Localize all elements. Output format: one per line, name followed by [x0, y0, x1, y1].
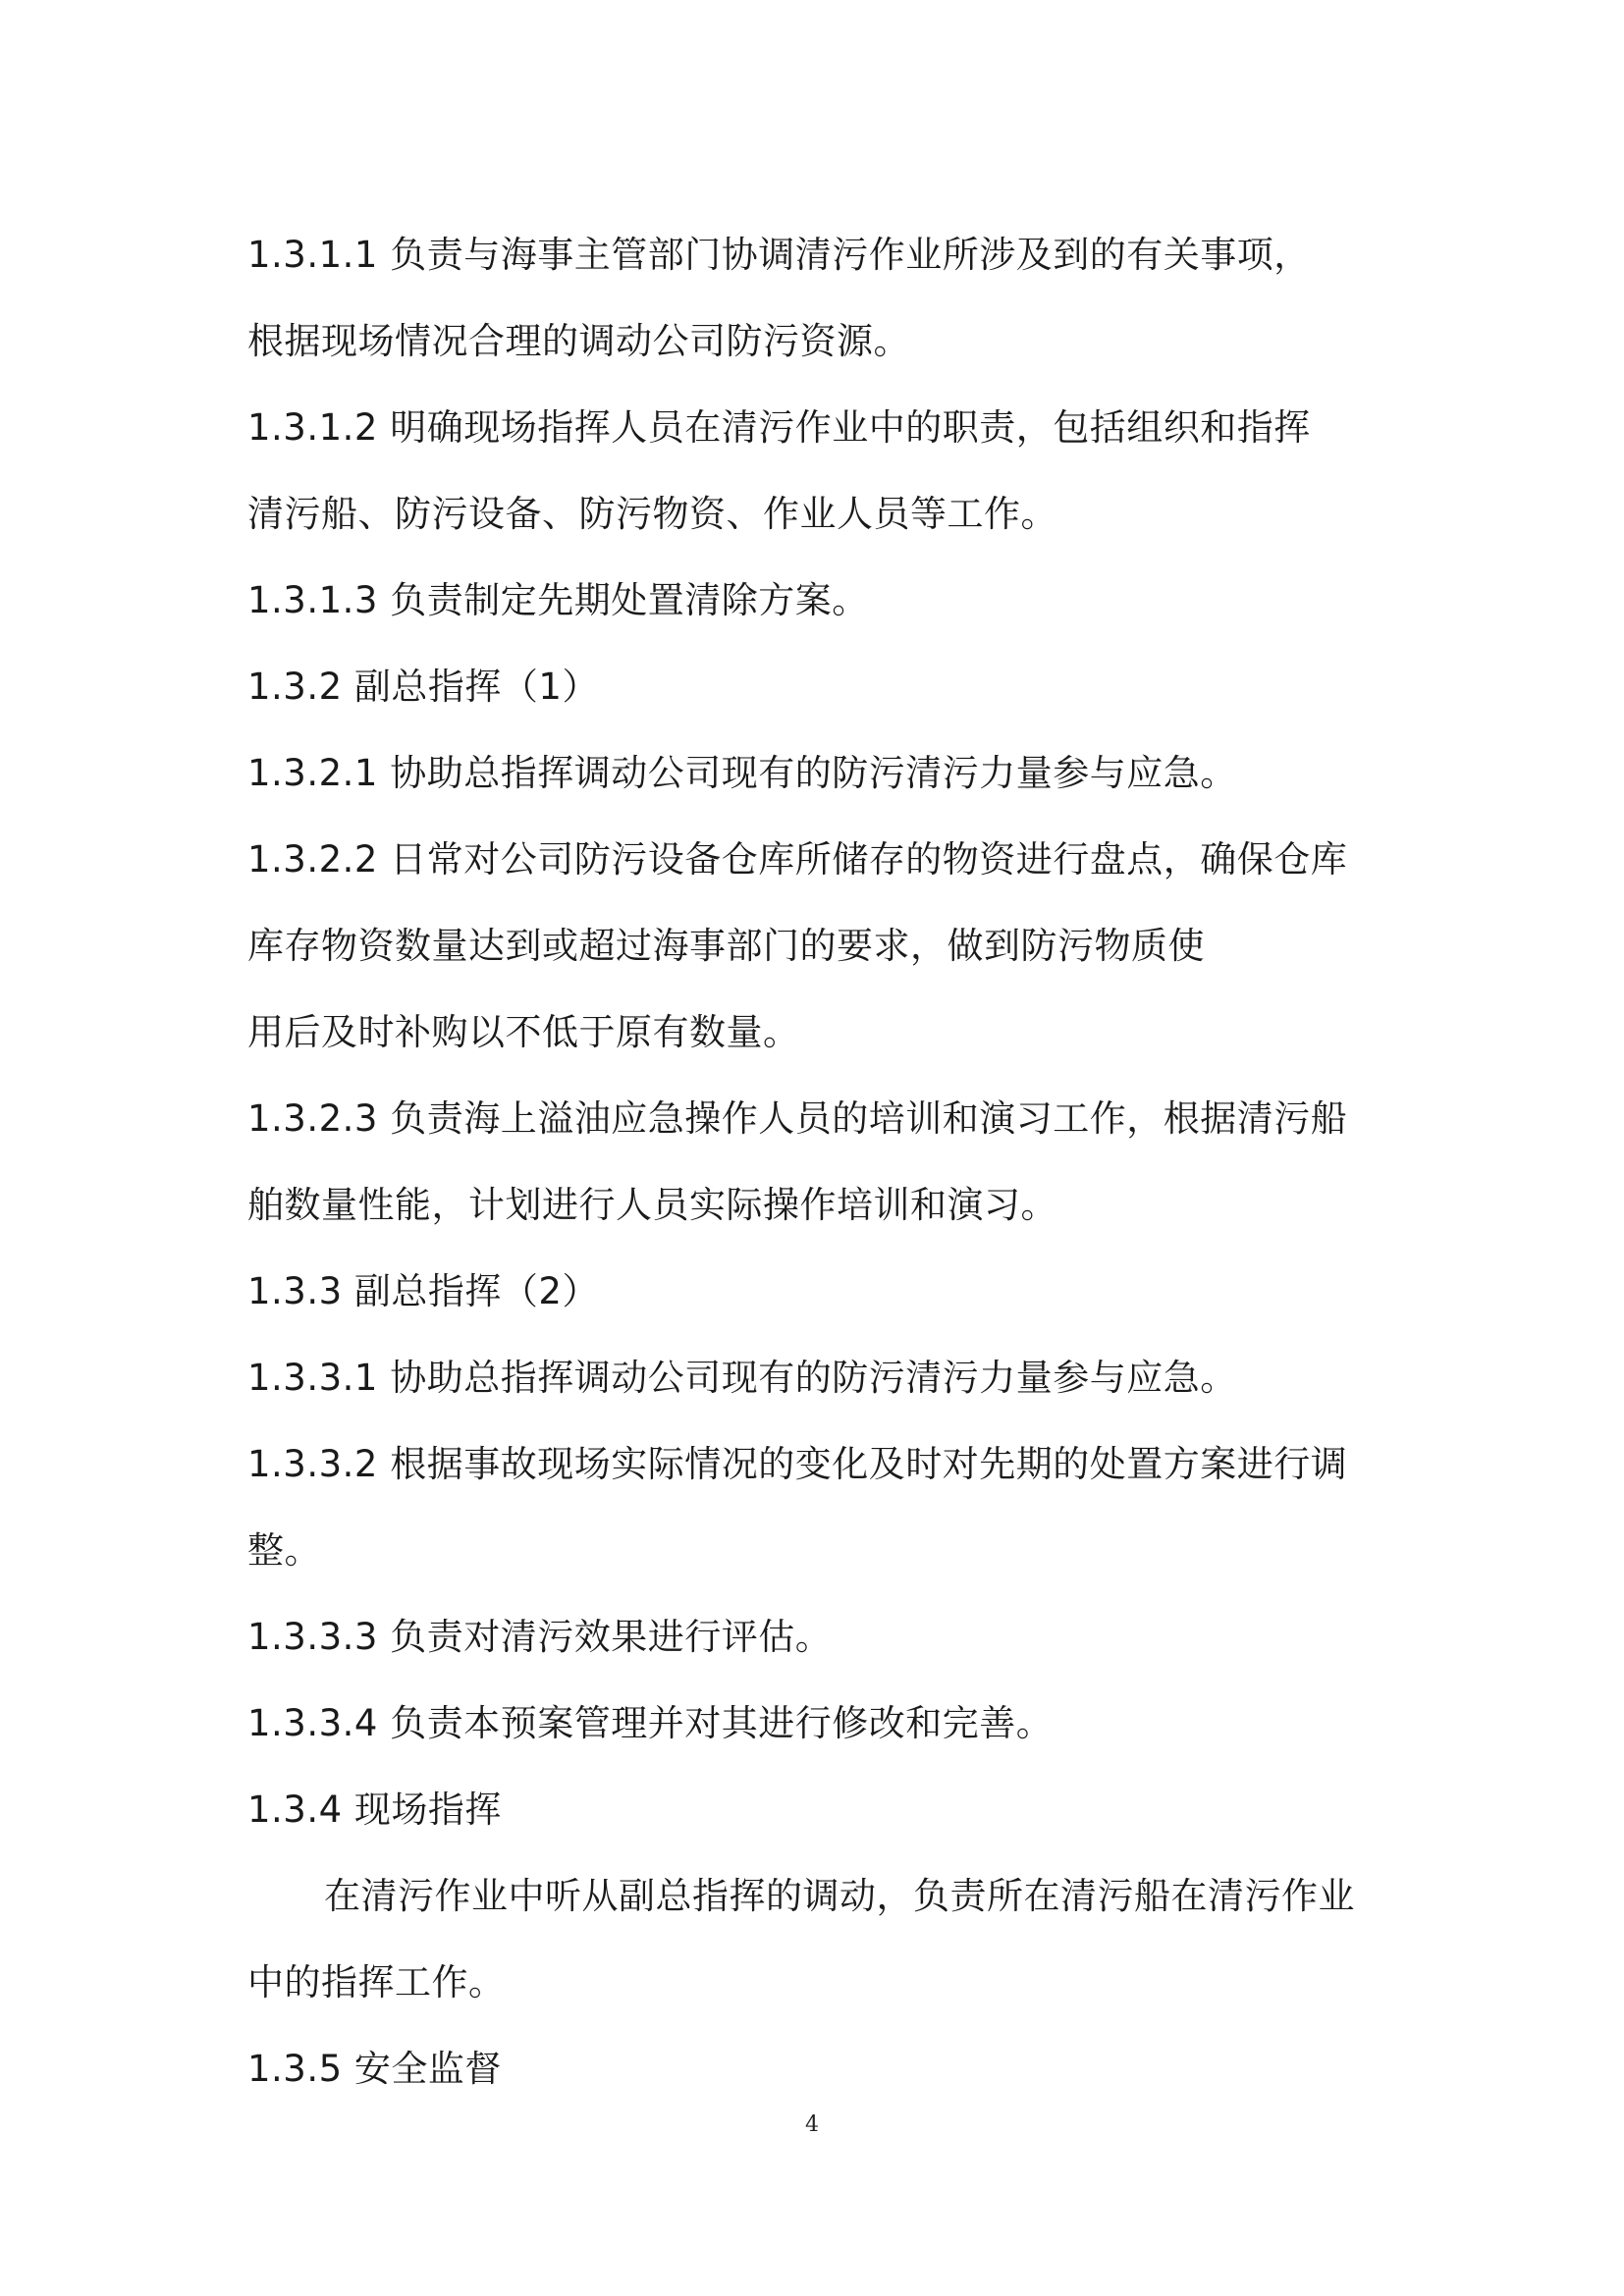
text-line-21: 中的指挥工作。 — [247, 1961, 506, 2003]
text-line-14: 1.3.3.1 协助总指挥调动公司现有的防污清污力量参与应急。 — [247, 1357, 1237, 1399]
document-body — [247, 212, 1406, 2112]
text-line-11: 1.3.2.3 负责海上溢油应急操作人员的培训和演习工作，根据清污船 — [247, 1097, 1348, 1140]
section-heading-1-3-5: 1.3.5 安全监督 — [247, 2048, 502, 2090]
text-line-8: 1.3.2.2 日常对公司防污设备仓库所储存的物资进行盘点，确保仓库 — [247, 838, 1348, 881]
text-line-15: 1.3.3.2 根据事故现场实际情况的变化及时对先期的处置方案进行调 — [247, 1443, 1348, 1485]
text-line-20: 在清污作业中听从副总指挥的调动，负责所在清污船在清污作业 — [324, 1875, 1355, 1917]
text-line-18: 1.3.3.4 负责本预案管理并对其进行修改和完善。 — [247, 1702, 1054, 1744]
text-line-3: 1.3.1.2 明确现场指挥人员在清污作业中的职责，包括组织和指挥 — [247, 406, 1311, 449]
text-line-9: 库存物资数量达到或超过海事部门的要求，做到防污物质使 — [247, 925, 1205, 967]
text-line-4: 清污船、防污设备、防污物资、作业人员等工作。 — [247, 493, 1057, 535]
text-line-16: 整。 — [247, 1529, 321, 1572]
text-line-10: 用后及时补购以不低于原有数量。 — [247, 1011, 800, 1053]
text-line-7: 1.3.2.1 协助总指挥调动公司现有的防污清污力量参与应急。 — [247, 752, 1237, 794]
text-line-12: 舶数量性能，计划进行人员实际操作培训和演习。 — [247, 1184, 1057, 1226]
text-line-5: 1.3.1.3 负责制定先期处置清除方案。 — [247, 579, 869, 621]
page-number: 4 — [805, 2112, 819, 2137]
text-line-1: 1.3.1.1 负责与海事主管部门协调清污作业所涉及到的有关事项， — [247, 234, 1311, 276]
section-heading-1-3-3: 1.3.3 副总指挥（2） — [247, 1270, 599, 1312]
text-line-17: 1.3.3.3 负责对清污效果进行评估。 — [247, 1616, 833, 1658]
section-heading-1-3-4: 1.3.4 现场指挥 — [247, 1789, 502, 1831]
section-heading-1-3-2: 1.3.2 副总指挥（1） — [247, 666, 599, 708]
text-line-2: 根据现场情况合理的调动公司防污资源。 — [247, 320, 910, 362]
